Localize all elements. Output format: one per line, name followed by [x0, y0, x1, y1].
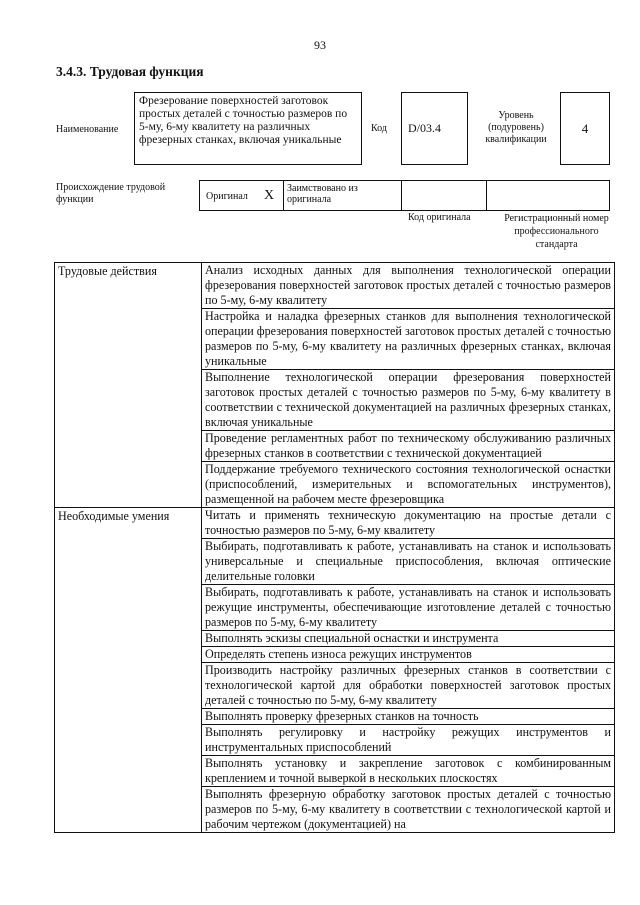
registration-number-cell: [487, 181, 611, 210]
original-mark: X: [264, 188, 275, 203]
origin-label: Происхождение трудовой функции: [56, 182, 166, 205]
table-row: [55, 508, 615, 539]
page-number: 93: [314, 38, 326, 52]
name-label: Наименование: [56, 124, 119, 135]
description-cell: Выполнение технологической операции фрезерования поверхностей заготовок простых деталей с точностью размеров по 5-му, 6-му квалитету в соответствии с технической документацией на различных фрезерных станках, включая уникальные: [202, 370, 615, 431]
code-label: Код: [371, 123, 387, 134]
qualification-level-label: Уровень (подуровень) квалификации: [485, 110, 547, 145]
description-cell: Определять степень износа режущих инструментов: [202, 647, 615, 663]
description-cell: Выполнять установку и закрепление заготовок с комбинированным креплением и точной выверкой в нескольких плоскостях: [202, 756, 615, 787]
section-title: 3.4.3. Трудовая функция: [56, 64, 204, 79]
description-cell: Выбирать, подготавливать к работе, устанавливать на станок и использовать универсальные и специальные приспособления, включая оптические делительные головки: [202, 539, 615, 585]
description-cell: Проведение регламентных работ по техническому обслуживанию различных фрезерных станков в соответствии с технической документацией: [202, 431, 615, 462]
description-cell: Выполнять проверку фрезерных станков на точность: [202, 709, 615, 725]
origin-original-cell: [200, 181, 284, 210]
description-cell: Настройка и наладка фрезерных станков для выполнения технологической операции фрезерования поверхностей заготовок простых деталей с точностью размеров по 5-му, 6-му квалитету на различных фрезерных станках, включая уникальные: [202, 309, 615, 370]
original-code-cell: [402, 181, 487, 210]
description-cell: Анализ исходных данных для выполнения технологической операции фрезерования поверхностей заготовок простых деталей с точностью размеров по 5-му, 6-му квалитету: [202, 263, 615, 309]
function-code-box: D/03.4: [401, 92, 468, 165]
borrowed-label: Заимствовано из оригинала: [284, 181, 402, 210]
registration-number-label: Регистрационный номер профессионального стандарта: [504, 213, 609, 250]
category-cell: Необходимые умения: [55, 508, 202, 833]
original-code-label: Код оригинала: [408, 212, 471, 223]
function-name-box: Фрезерование поверхностей заготовок простых деталей с точностью размеров по 5-му, 6-му квалитету на различных фрезерных станках, включая уникальные: [134, 92, 362, 165]
description-cell: Выполнять фрезерную обработку заготовок простых деталей с точностью размеров по 5-му, 6-му квалитету в соответствии с технологической картой и рабочим чертежом (документацией) на: [202, 787, 615, 833]
description-cell: Читать и применять техническую документацию на простые детали с точностью размеров по 5-му, 6-му квалитету: [202, 508, 615, 539]
category-cell: Трудовые действия: [55, 263, 202, 508]
description-cell: Поддержание требуемого технического состояния технологической оснастки (приспособлений, измерительных и вспомогательных инструментов), размещенной на рабочем месте фрезеровщика: [202, 462, 615, 508]
original-label: Оригинал: [206, 191, 248, 202]
table-row: [55, 263, 615, 309]
description-cell: Производить настройку различных фрезерных станков в соответствии с технологической картой для обработки поверхностей заготовок простых деталей с точностью по 5-му, 6-му квалитету: [202, 663, 615, 709]
description-cell: Выбирать, подготавливать к работе, устанавливать на станок и использовать режущие инструменты, обеспечивающие изготовление деталей с точностью размеров по 5-му, 6-му квалитету: [202, 585, 615, 631]
qualification-level-box: 4: [560, 92, 610, 165]
description-cell: Выполнять регулировку и настройку режущих инструментов и инструментальных приспособлений: [202, 725, 615, 756]
description-cell: Выполнять эскизы специальной оснастки и инструмента: [202, 631, 615, 647]
origin-row: [199, 180, 610, 211]
labor-function-table: [54, 262, 615, 833]
